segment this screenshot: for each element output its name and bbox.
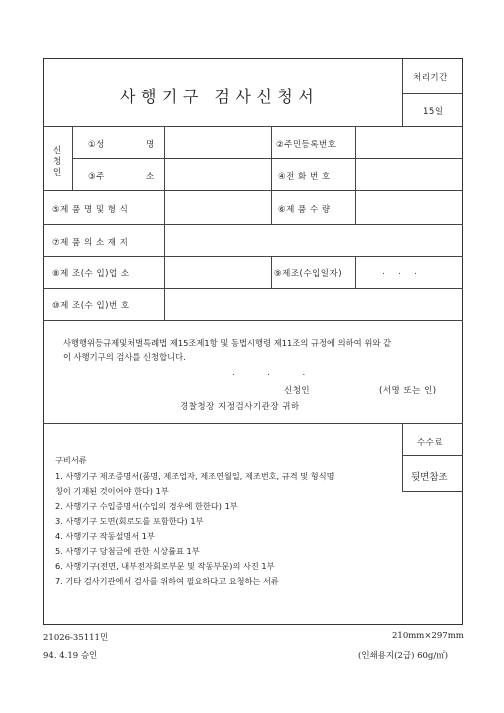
divider [43, 256, 463, 257]
product-name-model-field[interactable] [166, 192, 270, 223]
signature-hint: (서명 또는 인) [379, 386, 437, 396]
divider [43, 190, 463, 191]
divider [402, 58, 403, 126]
name-field[interactable] [166, 128, 270, 157]
manufacture-date-value[interactable]: . . . [382, 267, 418, 277]
divider [43, 423, 463, 424]
divider [271, 126, 272, 190]
applicant-group-label-2: 청 [53, 157, 62, 167]
processing-period-label: 처리기간 [413, 73, 448, 83]
form-title: 사행기구 검사신청서 [120, 87, 320, 106]
document-item: 5. 사행기구 당첨금에 관한 시상률표 1부 [55, 546, 200, 556]
divider [72, 158, 463, 159]
resident-number-field[interactable] [357, 128, 461, 157]
divider [164, 190, 165, 320]
document-item: 4. 사행기구 작동설명서 1부 [55, 531, 155, 541]
statement-date[interactable]: . . . [232, 368, 306, 378]
divider [355, 256, 356, 288]
documents-title: 구비서류 [55, 455, 87, 465]
divider [43, 126, 463, 127]
resident-number-label: ②주민등록번호 [276, 140, 337, 150]
divider [402, 455, 463, 456]
divider [271, 256, 272, 288]
applicant-group-label-3: 인 [53, 168, 62, 178]
paper-size: 210mm×297mm [392, 631, 464, 641]
manufacture-date-label: ⑨제조(수입일자) [274, 269, 343, 279]
fee-value: 뒷면참조 [411, 472, 448, 483]
name-label: ①성 명 [88, 140, 155, 150]
product-location-field[interactable] [166, 226, 461, 255]
product-name-model-label: ⑤제 품 명 및 형 식 [52, 205, 129, 215]
address-label: ③주 소 [88, 172, 155, 182]
divider [43, 288, 463, 289]
phone-label: ④전 화 번 호 [278, 172, 331, 182]
document-item: 6. 사행기구(전면, 내부전자회로부문 및 작동부문)의 사진 1부 [55, 561, 275, 571]
product-quantity-label: ⑥제 품 수 량 [278, 205, 331, 215]
document-item: 1. 사행기구 제조증명서(품명, 제조업자, 제조연월일, 제조번호, 규격 및 형식명 [55, 471, 335, 481]
document-item: 7. 기타 검사기관에서 검사를 위하여 필요하다고 요청하는 서류 [55, 576, 279, 586]
phone-field[interactable] [357, 160, 461, 189]
addressee: 경찰청장 지정검사기관장 귀하 [180, 402, 300, 412]
statement-line-2: 이 사행기구의 검사를 신청합니다. [63, 352, 186, 362]
divider [43, 224, 463, 225]
document-item: 칭이 기재된 것이어야 한다) 1부 [55, 486, 169, 496]
manufacturer-label: ⑧제 조(수 입)업 소 [52, 269, 130, 279]
product-quantity-field[interactable] [357, 192, 461, 223]
approval-date: 94. 4.19 승인 [43, 651, 98, 661]
divider [355, 190, 356, 224]
processing-period-value: 15일 [423, 107, 444, 117]
document-item: 2. 사행기구 수입증명서(수입의 경우에 한한다) 1부 [55, 501, 238, 511]
product-location-label: ⑦제 품 의 소 재 지 [52, 238, 129, 248]
manufacturer-field[interactable] [166, 258, 270, 287]
divider [43, 320, 463, 321]
document-item: 3. 사행기구 도면(회로도를 포함한다) 1부 [55, 516, 204, 526]
serial-number-label: ⑩제 조(수 입)번 호 [52, 301, 130, 311]
applicant-group-label-1: 신 [53, 146, 62, 156]
statement-line-1: 사행행위등규제및처벌특례법 제15조제1항 및 동법시행령 제11조의 규정에 의하여 위와 같 [63, 338, 392, 348]
divider [164, 126, 165, 190]
divider [271, 190, 272, 224]
applicant-signature-label: 신청인 [284, 386, 311, 396]
divider [355, 126, 356, 190]
serial-number-field[interactable] [166, 290, 461, 319]
fee-label: 수수료 [417, 438, 444, 448]
divider [402, 491, 463, 492]
paper-spec: (인쇄용지(2급) 60g/㎡) [358, 651, 449, 661]
address-field[interactable] [166, 160, 270, 189]
divider [402, 423, 403, 491]
form-code: 21026-35111민 [43, 633, 109, 643]
divider [402, 93, 463, 94]
